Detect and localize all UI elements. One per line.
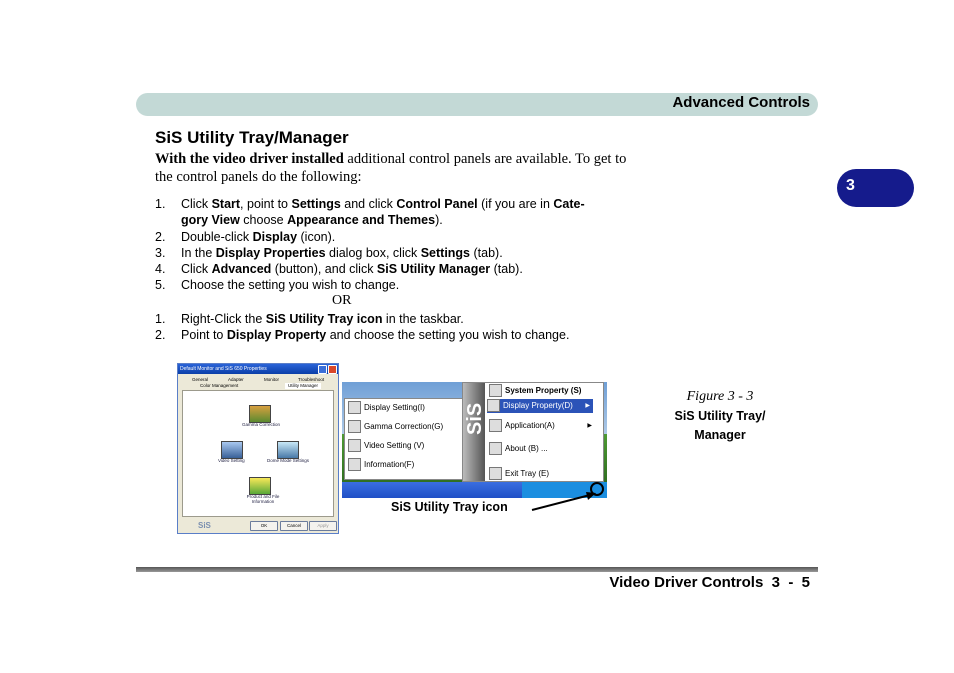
menu-item-system-property: System Property (S) xyxy=(489,384,581,398)
video-icon xyxy=(348,439,361,452)
sis-logo: SiS xyxy=(198,521,211,530)
menu-item-about: About (B) ... xyxy=(489,442,548,456)
figure-caption xyxy=(640,389,800,445)
tray-icon-label: SiS Utility Tray icon xyxy=(391,500,508,514)
properties-dialog-image xyxy=(177,363,339,534)
tray-context-menu xyxy=(462,382,604,482)
step-number: 1. xyxy=(155,197,166,211)
gamma-label: Gamma Correction xyxy=(242,422,281,427)
close-icon xyxy=(328,365,337,374)
ok-button: OK xyxy=(250,521,278,531)
step-a-4: 4. Click Advanced (button), and click SiS Utility Manager (tab). xyxy=(155,262,523,276)
product-info-label: Product and File Information xyxy=(246,494,280,504)
sis-strip: SiS xyxy=(463,383,485,481)
application-icon xyxy=(489,419,502,432)
video-label: Video Setting xyxy=(218,458,245,463)
dialog-tabs xyxy=(178,374,338,388)
step-a-1-cont xyxy=(155,212,635,228)
or-separator: OR xyxy=(332,293,352,308)
tray-menu-image xyxy=(342,382,607,498)
menu-item-application: Application(A) ▶ xyxy=(489,419,593,433)
menu-item-video-setting: Video Setting (V) xyxy=(348,439,424,453)
tab-color-management: Color Management xyxy=(200,383,239,388)
menu-item-display-setting: Display Setting(I) xyxy=(348,401,425,415)
dome-icon xyxy=(277,441,299,459)
step-b-1: 1. Right-Click the SiS Utility Tray icon in the taskbar. xyxy=(155,312,464,326)
chapter-number: 3 xyxy=(846,177,855,194)
monitor-icon xyxy=(489,384,502,397)
video-icon xyxy=(221,441,243,459)
pointer-arrow xyxy=(530,490,600,515)
figure-name-line2: Manager xyxy=(694,428,746,442)
help-icon xyxy=(318,365,327,374)
footer-page-label: Video Driver Controls 3 - 5 xyxy=(609,574,810,591)
figure-label: Figure 3 - 3 xyxy=(686,389,754,404)
section-title: SiS Utility Tray/Manager xyxy=(155,128,349,147)
dialog-title: Default Monitor and SiS 650 Properties xyxy=(180,366,267,372)
cancel-button: Cancel xyxy=(280,521,308,531)
about-icon xyxy=(489,442,502,455)
tab-adapter: Adapter xyxy=(228,377,244,382)
display-icon xyxy=(348,401,361,414)
figure-name-line1: SiS Utility Tray/ xyxy=(674,409,766,423)
step-text: gory View choose Appearance and Themes). xyxy=(181,213,443,227)
apply-button: Apply xyxy=(309,521,337,531)
utility-panel xyxy=(182,390,334,517)
intro-bold: With the video driver installed xyxy=(155,151,344,167)
intro-paragraph xyxy=(155,150,635,186)
footer-bar xyxy=(136,567,818,572)
menu-item-exit-tray: Exit Tray (E) xyxy=(489,467,549,481)
tab-utility-manager: Utility Manager xyxy=(285,383,321,389)
menu-item-gamma: Gamma Correction(G) xyxy=(348,420,443,434)
info-icon xyxy=(348,458,361,471)
gamma-icon xyxy=(249,405,271,423)
gamma-icon xyxy=(348,420,361,433)
step-a-3: 3. In the Display Properties dialog box, click Settings (tab). xyxy=(155,246,503,260)
tab-monitor: Monitor xyxy=(264,377,280,382)
step-a-1 xyxy=(155,196,635,212)
step-a-2: 2. Double-click Display (icon). xyxy=(155,230,336,244)
tab-troubleshoot: Troubleshoot xyxy=(298,377,325,382)
header-title: Advanced Controls xyxy=(672,94,810,111)
tab-general: General xyxy=(192,377,209,382)
product-info-icon xyxy=(249,477,271,495)
intro-text: additional control panels are available. To get to the control panels do the following: xyxy=(155,151,627,185)
dialog-title-bar xyxy=(178,364,338,374)
dome-label: Dome Mode Settings xyxy=(267,458,310,463)
display-icon xyxy=(487,399,500,412)
exit-icon xyxy=(489,467,502,480)
submenu xyxy=(344,398,466,480)
menu-item-display-property: Display Property(D) ▶ xyxy=(487,399,593,413)
step-a-5: 5. Choose the setting you wish to change. xyxy=(155,278,400,292)
menu-item-information: Information(F) xyxy=(348,458,414,472)
step-b-2: 2. Point to Display Property and choose the setting you wish to change. xyxy=(155,328,570,342)
step-text: Click Start, point to Settings and click Control Panel (if you are in Cate- xyxy=(181,197,585,211)
